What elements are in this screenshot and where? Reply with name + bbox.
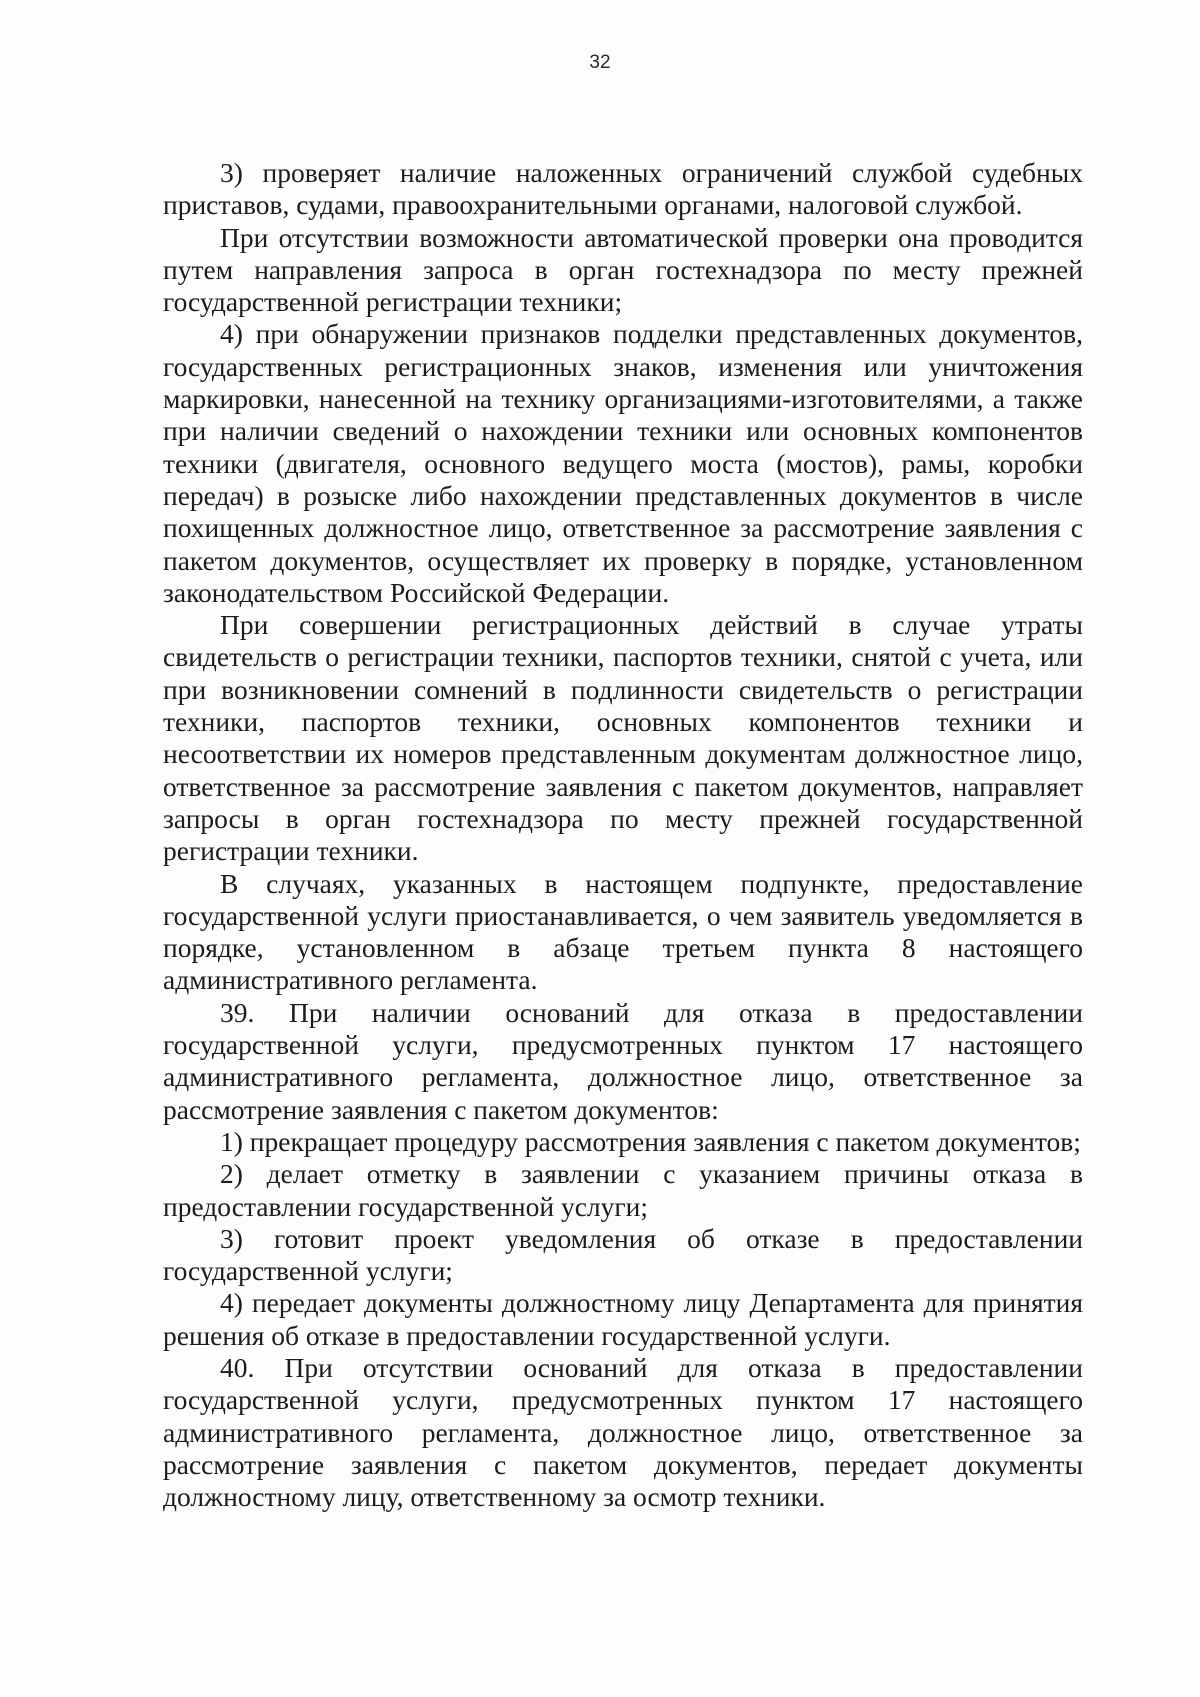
paragraph-item-3-restrictions-check: 3) проверяет наличие наложенных ограничений службой судебных приставов, судами, правоохранительными органами, налоговой службой. [163,157,1083,221]
paragraph-39-item-2: 2) делает отметку в заявлении с указанием причины отказа в предоставлении государственной услуги; [163,1158,1083,1222]
paragraph-39-item-1: 1) прекращает процедуру рассмотрения заявления с пакетом документов; [220,1125,1081,1157]
paragraph-39-refusal-grounds: 39. При наличии оснований для отказа в предоставлении государственной услуги, предусмотренных пунктом 17 настоящего административного регламента, должностное лицо, ответственное за рассмотрение заявления с пакетом документов: [163,996,1083,1125]
paragraph-registration-actions: При совершении регистрационных действий в случае утраты свидетельств о регистрации техники, паспортов техники, снятой с учета, или при возникновении сомнений в подлинности свидетельств о регистрации техники, паспортов техники, основных компонентов техники и несоответствии их номеров представленным документам должностное лицо, ответственное за рассмотрение заявления с пакетом документов, направляет запросы в орган гостехнадзора по месту прежней государственной регистрации техники. [163,609,1083,867]
paragraph-39-item-4: 4) передает документы должностному лицу Департамента для принятия решения об отказе в предоставлении государственной услуги. [163,1287,1083,1351]
paragraph-40-no-refusal-grounds: 40. При отсутствии оснований для отказа в предоставлении государственной услуги, предусмотренных пунктом 17 настоящего административного регламента, должностное лицо, ответственное за рассмотрение заявления с пакетом документов, передает документы должностному лицу, ответственному за осмотр техники. [163,1351,1083,1513]
paragraph-39-item-3: 3) готовит проект уведомления об отказе в предоставлении государственной услуги; [163,1222,1083,1287]
paragraph-no-auto-check: При отсутствии возможности автоматической проверки она проводится путем направления запроса в орган гостехнадзора по месту прежней государственной регистрации техники; [163,221,1083,318]
page-number: 32 [589,52,611,73]
paragraph-item-4-forgery: 4) при обнаружении признаков подделки представленных документов, государственных регистрационных знаков, изменения или уничтожения маркировки, нанесенной на технику организациями-изготовителями, а также при наличии сведений о нахождении техники или основных компонентов техники (двигателя, основного ведущего моста (мостов), рамы, коробки передач) в розыске либо нахождении представленных документов в числе похищенных должностное лицо, ответственное за рассмотрение заявления с пакетом документов, осуществляет их проверку в порядке, установленном законодательством Российской Федерации. [163,318,1083,608]
document-body [163,157,1083,1513]
paragraph-service-suspension: В случаях, указанных в настоящем подпункте, предоставление государственной услуги приостанавливается, о чем заявитель уведомляется в порядке, установленном в абзаце третьем пункта 8 настоящего административного регламента. [163,867,1083,996]
